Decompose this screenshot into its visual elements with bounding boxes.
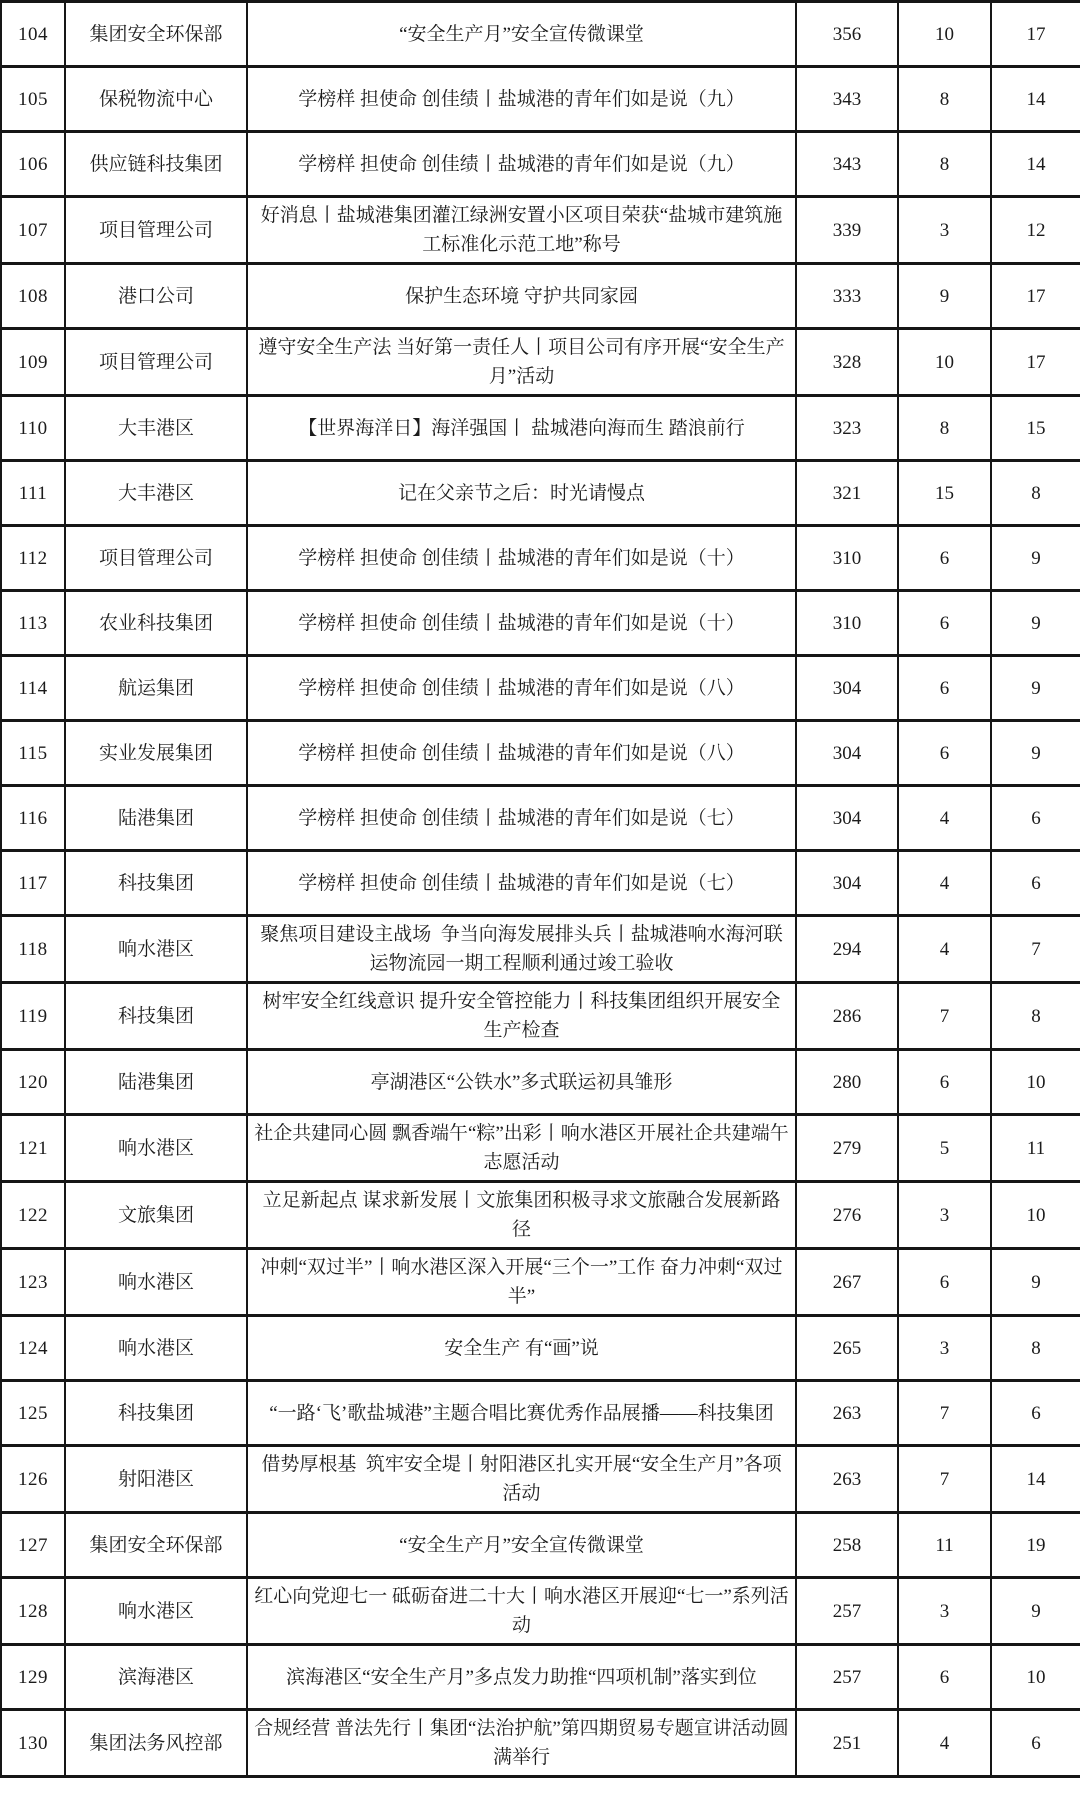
rank-cell: 129: [1, 1645, 65, 1710]
org-cell: 科技集团: [65, 851, 247, 916]
title-cell: 学榜样 担使命 创佳绩丨盐城港的青年们如是说（七）: [247, 786, 796, 851]
rank-cell: 107: [1, 197, 65, 264]
table-row: [1, 786, 1080, 851]
title-cell: 亭湖港区“公铁水”多式联运初具雏形: [247, 1050, 796, 1115]
metric1-cell: 257: [796, 1645, 898, 1710]
metric1-cell: 257: [796, 1578, 898, 1645]
org-cell: 保税物流中心: [65, 67, 247, 132]
rank-cell: 120: [1, 1050, 65, 1115]
metric1-cell: 343: [796, 132, 898, 197]
title-cell: 【世界海洋日】海洋强国丨 盐城港向海而生 踏浪前行: [247, 396, 796, 461]
org-cell: 文旅集团: [65, 1182, 247, 1249]
metric3-cell: 8: [991, 983, 1080, 1050]
metric1-cell: 265: [796, 1316, 898, 1381]
metric3-cell: 9: [991, 721, 1080, 786]
metric3-cell: 6: [991, 851, 1080, 916]
metric1-cell: 304: [796, 786, 898, 851]
metric1-cell: 280: [796, 1050, 898, 1115]
title-cell: 好消息丨盐城港集团灌江绿洲安置小区项目荣获“盐城市建筑施工标准化示范工地”称号: [247, 197, 796, 264]
metric2-cell: 7: [898, 983, 991, 1050]
org-cell: 集团安全环保部: [65, 1513, 247, 1578]
title-cell: “安全生产月”安全宣传微课堂: [247, 1513, 796, 1578]
table-row: [1, 1115, 1080, 1182]
metric3-cell: 14: [991, 67, 1080, 132]
metric2-cell: 11: [898, 1513, 991, 1578]
title-cell: 聚焦项目建设主战场 争当向海发展排头兵丨盐城港响水海河联运物流园一期工程顺利通过竣工验收: [247, 916, 796, 983]
table-row: [1, 1710, 1080, 1777]
table-row: [1, 396, 1080, 461]
metric2-cell: 4: [898, 786, 991, 851]
metric2-cell: 4: [898, 1710, 991, 1777]
org-cell: 实业发展集团: [65, 721, 247, 786]
metric3-cell: 10: [991, 1182, 1080, 1249]
org-cell: 大丰港区: [65, 461, 247, 526]
rank-cell: 126: [1, 1446, 65, 1513]
rank-cell: 118: [1, 916, 65, 983]
org-cell: 航运集团: [65, 656, 247, 721]
title-cell: “一路‘飞’歌盐城港”主题合唱比赛优秀作品展播——科技集团: [247, 1381, 796, 1446]
metric3-cell: 14: [991, 132, 1080, 197]
metric3-cell: 17: [991, 329, 1080, 396]
metric3-cell: 10: [991, 1050, 1080, 1115]
metric3-cell: 9: [991, 1578, 1080, 1645]
rank-cell: 116: [1, 786, 65, 851]
org-cell: 陆港集团: [65, 1050, 247, 1115]
metric1-cell: 276: [796, 1182, 898, 1249]
org-cell: 项目管理公司: [65, 329, 247, 396]
rank-cell: 122: [1, 1182, 65, 1249]
title-cell: 学榜样 担使命 创佳绩丨盐城港的青年们如是说（十）: [247, 526, 796, 591]
title-cell: 安全生产 有“画”说: [247, 1316, 796, 1381]
table-row: [1, 1513, 1080, 1578]
rank-cell: 112: [1, 526, 65, 591]
rank-cell: 128: [1, 1578, 65, 1645]
table-row: [1, 916, 1080, 983]
title-cell: 学榜样 担使命 创佳绩丨盐城港的青年们如是说（八）: [247, 656, 796, 721]
metric2-cell: 6: [898, 591, 991, 656]
metric3-cell: 7: [991, 916, 1080, 983]
metric2-cell: 6: [898, 1645, 991, 1710]
table-row: [1, 264, 1080, 329]
metric1-cell: 251: [796, 1710, 898, 1777]
title-cell: 学榜样 担使命 创佳绩丨盐城港的青年们如是说（九）: [247, 67, 796, 132]
table-row: [1, 461, 1080, 526]
org-cell: 滨海港区: [65, 1645, 247, 1710]
org-cell: 射阳港区: [65, 1446, 247, 1513]
org-cell: 响水港区: [65, 916, 247, 983]
metric1-cell: 304: [796, 851, 898, 916]
title-cell: 学榜样 担使命 创佳绩丨盐城港的青年们如是说（九）: [247, 132, 796, 197]
org-cell: 响水港区: [65, 1115, 247, 1182]
metric1-cell: 323: [796, 396, 898, 461]
metric1-cell: 304: [796, 656, 898, 721]
metric2-cell: 6: [898, 721, 991, 786]
title-cell: 借势厚根基 筑牢安全堤丨射阳港区扎实开展“安全生产月”各项活动: [247, 1446, 796, 1513]
metric2-cell: 5: [898, 1115, 991, 1182]
metric1-cell: 263: [796, 1446, 898, 1513]
metric1-cell: 339: [796, 197, 898, 264]
metric1-cell: 258: [796, 1513, 898, 1578]
title-cell: 保护生态环境 守护共同家园: [247, 264, 796, 329]
metric3-cell: 17: [991, 264, 1080, 329]
metric2-cell: 7: [898, 1446, 991, 1513]
table-row: [1, 2, 1080, 67]
metric1-cell: 279: [796, 1115, 898, 1182]
org-cell: 响水港区: [65, 1249, 247, 1316]
metric3-cell: 9: [991, 656, 1080, 721]
metric3-cell: 11: [991, 1115, 1080, 1182]
metric2-cell: 9: [898, 264, 991, 329]
metric3-cell: 6: [991, 786, 1080, 851]
rank-cell: 115: [1, 721, 65, 786]
metric1-cell: 321: [796, 461, 898, 526]
title-cell: 学榜样 担使命 创佳绩丨盐城港的青年们如是说（七）: [247, 851, 796, 916]
table-row: [1, 1316, 1080, 1381]
org-cell: 供应链科技集团: [65, 132, 247, 197]
org-cell: 集团法务风控部: [65, 1710, 247, 1777]
metric2-cell: 7: [898, 1381, 991, 1446]
table-row: [1, 983, 1080, 1050]
rank-cell: 117: [1, 851, 65, 916]
metric2-cell: 15: [898, 461, 991, 526]
metric3-cell: 9: [991, 591, 1080, 656]
rank-cell: 119: [1, 983, 65, 1050]
org-cell: 港口公司: [65, 264, 247, 329]
metric3-cell: 15: [991, 396, 1080, 461]
rank-cell: 113: [1, 591, 65, 656]
metric1-cell: 294: [796, 916, 898, 983]
table-row: [1, 197, 1080, 264]
metric3-cell: 9: [991, 526, 1080, 591]
table-row: [1, 1249, 1080, 1316]
metric3-cell: 8: [991, 461, 1080, 526]
table-row: [1, 1182, 1080, 1249]
title-cell: “安全生产月”安全宣传微课堂: [247, 2, 796, 67]
metric2-cell: 3: [898, 1182, 991, 1249]
table-row: [1, 1578, 1080, 1645]
table-row: [1, 1381, 1080, 1446]
metric1-cell: 286: [796, 983, 898, 1050]
rank-cell: 110: [1, 396, 65, 461]
metric2-cell: 8: [898, 396, 991, 461]
metric2-cell: 6: [898, 526, 991, 591]
rank-cell: 125: [1, 1381, 65, 1446]
metric3-cell: 9: [991, 1249, 1080, 1316]
rank-cell: 130: [1, 1710, 65, 1777]
metric1-cell: 263: [796, 1381, 898, 1446]
metric1-cell: 333: [796, 264, 898, 329]
rank-cell: 106: [1, 132, 65, 197]
rank-cell: 124: [1, 1316, 65, 1381]
table-row: [1, 1446, 1080, 1513]
metric2-cell: 6: [898, 1050, 991, 1115]
metric2-cell: 3: [898, 197, 991, 264]
rank-cell: 108: [1, 264, 65, 329]
metric2-cell: 4: [898, 916, 991, 983]
metric2-cell: 10: [898, 2, 991, 67]
rank-cell: 105: [1, 67, 65, 132]
table-row: [1, 132, 1080, 197]
metric2-cell: 3: [898, 1316, 991, 1381]
metric1-cell: 304: [796, 721, 898, 786]
org-cell: 陆港集团: [65, 786, 247, 851]
rank-cell: 123: [1, 1249, 65, 1316]
rank-cell: 104: [1, 2, 65, 67]
metric3-cell: 19: [991, 1513, 1080, 1578]
org-cell: 响水港区: [65, 1316, 247, 1381]
org-cell: 科技集团: [65, 983, 247, 1050]
metric2-cell: 10: [898, 329, 991, 396]
title-cell: 社企共建同心圆 飘香端午“粽”出彩丨响水港区开展社企共建端午志愿活动: [247, 1115, 796, 1182]
rank-cell: 127: [1, 1513, 65, 1578]
title-cell: 红心向党迎七一 砥砺奋进二十大丨响水港区开展迎“七一”系列活动: [247, 1578, 796, 1645]
metric2-cell: 3: [898, 1578, 991, 1645]
table-row: [1, 721, 1080, 786]
metric3-cell: 17: [991, 2, 1080, 67]
title-cell: 滨海港区“安全生产月”多点发力助推“四项机制”落实到位: [247, 1645, 796, 1710]
metric2-cell: 6: [898, 656, 991, 721]
org-cell: 响水港区: [65, 1578, 247, 1645]
title-cell: 立足新起点 谋求新发展丨文旅集团积极寻求文旅融合发展新路径: [247, 1182, 796, 1249]
org-cell: 项目管理公司: [65, 526, 247, 591]
metric2-cell: 6: [898, 1249, 991, 1316]
metric3-cell: 8: [991, 1316, 1080, 1381]
metric1-cell: 310: [796, 591, 898, 656]
rank-cell: 121: [1, 1115, 65, 1182]
rank-cell: 111: [1, 461, 65, 526]
table-row: [1, 1645, 1080, 1710]
metric2-cell: 4: [898, 851, 991, 916]
org-cell: 项目管理公司: [65, 197, 247, 264]
org-cell: 大丰港区: [65, 396, 247, 461]
metric3-cell: 6: [991, 1710, 1080, 1777]
ranking-table-body: [1, 2, 1080, 1777]
title-cell: 树牢安全红线意识 提升安全管控能力丨科技集团组织开展安全生产检查: [247, 983, 796, 1050]
org-cell: 集团安全环保部: [65, 2, 247, 67]
table-row: [1, 591, 1080, 656]
metric1-cell: 356: [796, 2, 898, 67]
rank-cell: 109: [1, 329, 65, 396]
title-cell: 合规经营 普法先行丨集团“法治护航”第四期贸易专题宣讲活动圆满举行: [247, 1710, 796, 1777]
table-row: [1, 656, 1080, 721]
title-cell: 学榜样 担使命 创佳绩丨盐城港的青年们如是说（十）: [247, 591, 796, 656]
table-row: [1, 329, 1080, 396]
org-cell: 科技集团: [65, 1381, 247, 1446]
title-cell: 冲刺“双过半”丨响水港区深入开展“三个一”工作 奋力冲刺“双过半”: [247, 1249, 796, 1316]
table-row: [1, 526, 1080, 591]
rank-cell: 114: [1, 656, 65, 721]
metric3-cell: 12: [991, 197, 1080, 264]
table-row: [1, 1050, 1080, 1115]
metric3-cell: 6: [991, 1381, 1080, 1446]
title-cell: 记在父亲节之后：时光请慢点: [247, 461, 796, 526]
table-row: [1, 851, 1080, 916]
metric1-cell: 267: [796, 1249, 898, 1316]
table-row: [1, 67, 1080, 132]
metric1-cell: 310: [796, 526, 898, 591]
metric3-cell: 14: [991, 1446, 1080, 1513]
title-cell: 学榜样 担使命 创佳绩丨盐城港的青年们如是说（八）: [247, 721, 796, 786]
metric3-cell: 10: [991, 1645, 1080, 1710]
metric2-cell: 8: [898, 132, 991, 197]
metric1-cell: 328: [796, 329, 898, 396]
title-cell: 遵守安全生产法 当好第一责任人丨项目公司有序开展“安全生产月”活动: [247, 329, 796, 396]
org-cell: 农业科技集团: [65, 591, 247, 656]
metric1-cell: 343: [796, 67, 898, 132]
metric2-cell: 8: [898, 67, 991, 132]
